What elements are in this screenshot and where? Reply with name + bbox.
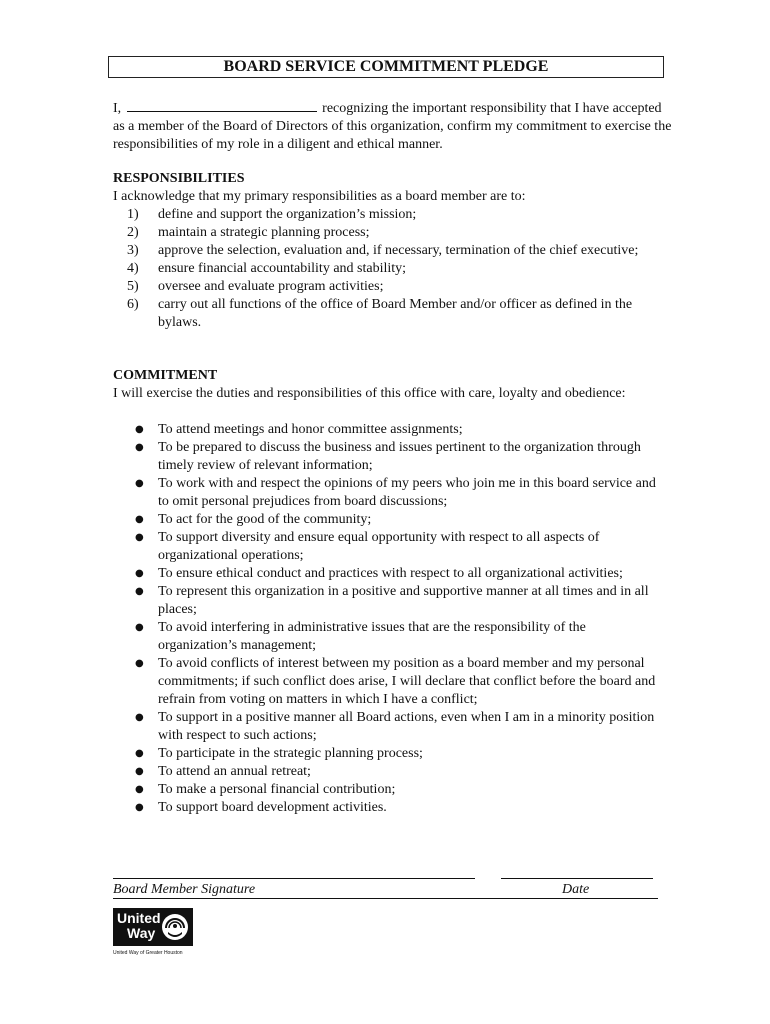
logo-word-united: United	[117, 910, 161, 926]
bullet-icon: ●	[135, 622, 144, 633]
logo-caption: United Way of Greater Houston	[113, 950, 183, 956]
responsibilities-intro: I acknowledge that my primary responsibilities as a board member are to:	[113, 189, 526, 204]
list-item	[113, 655, 658, 709]
list-item	[113, 583, 658, 619]
item-text: define and support the organization’s mission;	[158, 207, 417, 222]
item-number: 3)	[127, 243, 139, 258]
item-number: 6)	[127, 297, 139, 312]
item-number: 4)	[127, 261, 139, 276]
item-text: ensure financial accountability and stability;	[158, 261, 407, 276]
item-text: To support in a positive manner all Board actions, even when I am in a minority position with respect to such actions;	[158, 710, 655, 743]
responsibilities-list	[113, 206, 658, 332]
bullet-icon: ●	[135, 532, 144, 543]
list-item	[113, 224, 658, 242]
united-way-logo	[113, 908, 193, 957]
item-text: To attend meetings and honor committee assignments;	[158, 422, 463, 437]
bullet-icon: ●	[135, 784, 144, 795]
list-item	[113, 242, 658, 260]
list-item	[113, 745, 658, 763]
list-item	[113, 296, 658, 332]
hand-rainbow-person-icon	[160, 912, 190, 942]
logo-badge	[113, 908, 193, 946]
item-text: To ensure ethical conduct and practices with respect to all organizational activities;	[158, 566, 623, 581]
item-text: maintain a strategic planning process;	[158, 225, 370, 240]
item-text: To avoid conflicts of interest between my position as a board member and my personal commitments; if such conflict does arise, I will declare that conflict before the board and refrain from voting on matters in which I have a conflict;	[158, 656, 656, 707]
date-label: Date	[562, 882, 590, 897]
bullet-icon: ●	[135, 748, 144, 759]
bullet-icon: ●	[135, 802, 144, 813]
date-line[interactable]	[501, 878, 653, 879]
list-item	[113, 260, 658, 278]
item-text: To support diversity and ensure equal opportunity with respect to all aspects of organizational operations;	[158, 530, 600, 563]
list-item	[113, 511, 658, 529]
footer-divider	[113, 898, 658, 899]
bullet-icon: ●	[135, 478, 144, 489]
list-item	[113, 799, 658, 817]
bullet-icon: ●	[135, 442, 144, 453]
item-text: To make a personal financial contribution;	[158, 782, 396, 797]
name-blank-line[interactable]	[127, 98, 317, 112]
list-item	[113, 439, 658, 475]
item-text: To participate in the strategic planning process;	[158, 746, 423, 761]
commitment-list	[113, 421, 658, 817]
list-item	[113, 763, 658, 781]
item-number: 2)	[127, 225, 139, 240]
bullet-icon: ●	[135, 514, 144, 525]
item-number: 5)	[127, 279, 139, 294]
list-item	[113, 206, 658, 224]
list-item	[113, 529, 658, 565]
bullet-icon: ●	[135, 712, 144, 723]
item-text: To be prepared to discuss the business and issues pertinent to the organization through timely review of relevant information;	[158, 440, 641, 473]
list-item	[113, 781, 658, 799]
item-text: To represent this organization in a positive and supportive manner at all times and in all places;	[158, 584, 649, 617]
list-item	[113, 421, 658, 439]
item-text: oversee and evaluate program activities;	[158, 279, 384, 294]
intro-text: recognizing the important responsibility that I have accepted as a member of the Board of Directors of this organization, confirm my commitment to exercise the responsibilities of my role in a diligent and ethical manner.	[113, 101, 672, 152]
item-text: To avoid interfering in administrative issues that are the responsibility of the organization’s management;	[158, 620, 586, 653]
document-title: BOARD SERVICE COMMITMENT PLEDGE	[108, 56, 664, 78]
item-text: To support board development activities.	[158, 800, 387, 815]
bullet-icon: ●	[135, 766, 144, 777]
list-item	[113, 709, 658, 745]
bullet-icon: ●	[135, 586, 144, 597]
signature-line[interactable]	[113, 878, 475, 879]
item-text: To attend an annual retreat;	[158, 764, 311, 779]
item-text: approve the selection, evaluation and, if necessary, termination of the chief executive;	[158, 243, 639, 258]
intro-paragraph	[113, 98, 673, 154]
commitment-heading: COMMITMENT	[113, 368, 218, 383]
item-text: To act for the good of the community;	[158, 512, 372, 527]
item-text: To work with and respect the opinions of my peers who join me in this board service and to omit personal prejudices from board discussions;	[158, 476, 656, 509]
list-item	[113, 278, 658, 296]
list-item	[113, 475, 658, 511]
bullet-icon: ●	[135, 568, 144, 579]
commitment-intro: I will exercise the duties and responsibilities of this office with care, loyalty and obedience:	[113, 386, 626, 401]
bullet-icon: ●	[135, 658, 144, 669]
intro-prefix: I,	[113, 101, 122, 116]
item-number: 1)	[127, 207, 139, 222]
logo-word-way: Way	[127, 925, 156, 941]
item-text: carry out all functions of the office of Board Member and/or officer as defined in the bylaws.	[158, 297, 633, 330]
list-item	[113, 565, 658, 583]
signature-label: Board Member Signature	[113, 882, 256, 897]
list-item	[113, 619, 658, 655]
responsibilities-heading: RESPONSIBILITIES	[113, 171, 245, 186]
bullet-icon: ●	[135, 424, 144, 435]
